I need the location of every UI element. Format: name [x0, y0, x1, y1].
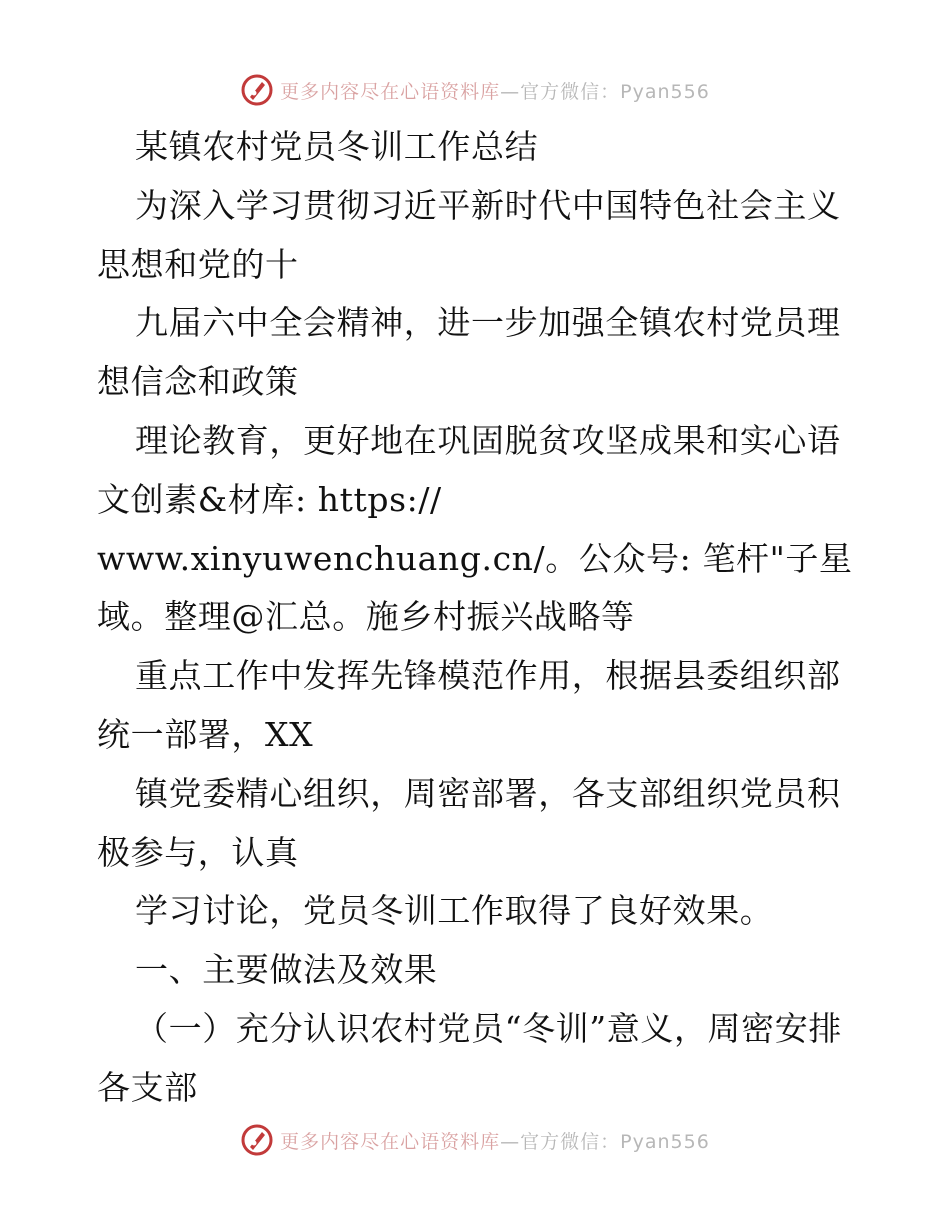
- watermark-text: [280, 77, 710, 104]
- paragraph: 理论教育，更好地在巩固脱贫攻坚成果和实心语文创素&材库: https://: [97, 420, 841, 519]
- watermark-banner-bottom: [0, 1120, 950, 1160]
- watermark-text: [280, 1127, 710, 1154]
- watermark-banner-top: [0, 70, 950, 110]
- paragraph: 重点工作中发挥先锋模范作用，根据县委组织部统一部署，XX: [97, 656, 841, 754]
- watermark-tail: —官方微信：Pyan556: [500, 80, 710, 103]
- paragraph: 学习讨论，党员冬训工作取得了良好效果。: [135, 891, 774, 931]
- paragraph-url-line: www.xinyuwenchuang.cn/。公众号: 笔杆"子星: [97, 538, 853, 578]
- watermark-lead: 更多内容尽在心语资料库: [280, 1130, 501, 1153]
- subsection-heading: （一）充分认识农村党员“冬训”意义，周密安排各支部: [97, 1008, 842, 1107]
- document-title: 某镇农村党员冬训工作总结: [135, 127, 539, 166]
- watermark-lead: 更多内容尽在心语资料库: [280, 80, 501, 103]
- pen-logo-icon: [240, 1123, 274, 1157]
- paragraph-continuation: 域。整理@汇总。施乡村振兴战略等: [97, 597, 635, 637]
- paragraph: 镇党委精心组织，周密部署，各支部组织党员积极参与，认真: [97, 773, 841, 872]
- document-body: [97, 118, 857, 1118]
- watermark-tail: —官方微信：Pyan556: [500, 1130, 710, 1153]
- paragraph: 九届六中全会精神，进一步加强全镇农村党员理想信念和政策: [97, 303, 841, 402]
- section-heading: 一、主要做法及效果: [135, 950, 438, 990]
- pen-logo-icon: [240, 73, 274, 107]
- paragraph: 为深入学习贯彻习近平新时代中国特色社会主义思想和党的十: [97, 185, 841, 284]
